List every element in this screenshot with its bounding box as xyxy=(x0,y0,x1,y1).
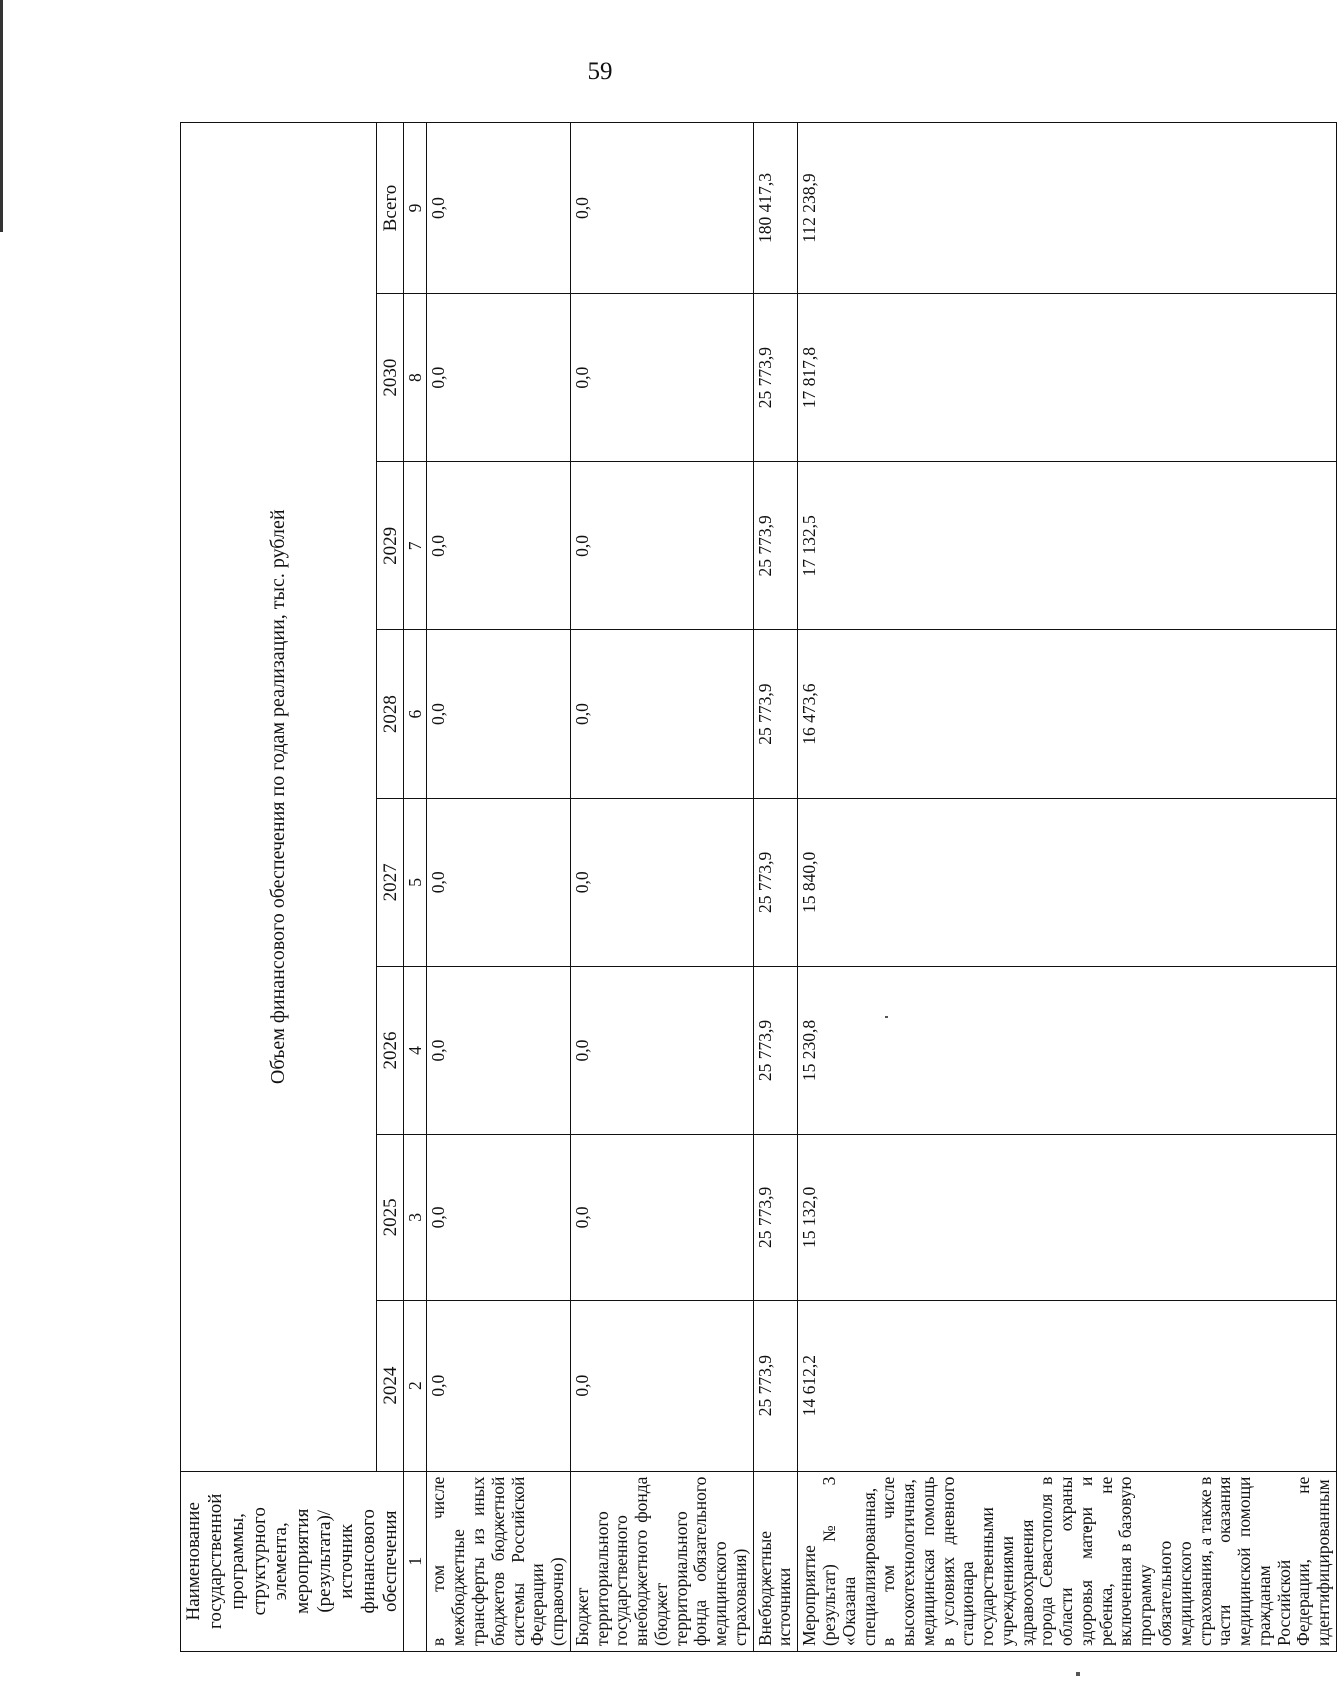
value-cell: 25 773,9 xyxy=(753,1300,798,1471)
value-cell: 0,0 xyxy=(570,123,753,294)
value-cell: 0,0 xyxy=(427,1135,570,1301)
table-row xyxy=(570,123,753,1652)
financing-table xyxy=(180,122,1337,1652)
page-number: 59 xyxy=(587,58,613,85)
value-cell: 0,0 xyxy=(427,294,570,462)
row-name: Мероприятие (результат) № 3 «Оказана специализированная, в том числе высокотехнологичная, медицинская помощь в условиях дневного стационара государственными учреждениями здравоохранения города Севастополя в области охраны здоровья матери и ребенка, не включенная в базовую программу обязательного медицинского страхования, а также в части оказания медицинской помощи гражданам Российской Федерации, не идентифицированным xyxy=(798,1471,1337,1651)
column-number: 9 xyxy=(404,123,427,294)
value-cell: 14 612,2 xyxy=(798,1300,1337,1471)
header-volume-cell: Объем финансового обеспечения по годам реализации, тыс. рублей xyxy=(181,123,377,1472)
value-cell: 16 473,6 xyxy=(798,630,1337,798)
value-cell: 180 417,3 xyxy=(753,123,798,294)
column-number: 1 xyxy=(404,1471,427,1651)
value-cell: 25 773,9 xyxy=(753,462,798,630)
value-cell: 0,0 xyxy=(427,1300,570,1471)
column-number: 6 xyxy=(404,630,427,798)
row-name: Бюджет территориального государственного внебюджетного фонда (бюджет территориального фонда обязательного медицинского страхования) xyxy=(570,1471,753,1651)
year-header: 2024 xyxy=(377,1300,404,1471)
value-cell: 17 132,5 xyxy=(798,462,1337,630)
value-cell: 25 773,9 xyxy=(753,1135,798,1301)
header-name-cell: Наименование государственной программы, структурного элемента, мероприятия (результата)/источник финансового обеспечения xyxy=(181,1471,404,1651)
year-header: 2028 xyxy=(377,630,404,798)
scan-speck xyxy=(1076,1672,1080,1676)
year-header: 2030 xyxy=(377,294,404,462)
value-cell: 0,0 xyxy=(427,966,570,1134)
year-header: Всего xyxy=(377,123,404,294)
value-cell: 15 230,8 xyxy=(798,966,1337,1134)
value-cell: 15 840,0 xyxy=(798,798,1337,966)
year-header: 2026 xyxy=(377,966,404,1134)
table-row xyxy=(798,123,1337,1652)
value-cell: 0,0 xyxy=(570,462,753,630)
row-name: в том числе межбюджетные трансферты из иных бюджетов бюджетной системы Российской Федерации (справочно) xyxy=(427,1471,570,1651)
scan-edge-line xyxy=(0,0,3,232)
value-cell: 0,0 xyxy=(570,798,753,966)
row-name: Внебюджетные источники xyxy=(753,1471,798,1651)
value-cell: 0,0 xyxy=(427,462,570,630)
column-number: 3 xyxy=(404,1135,427,1301)
year-header: 2029 xyxy=(377,462,404,630)
value-cell: 0,0 xyxy=(427,630,570,798)
value-cell: 112 238,9 xyxy=(798,123,1337,294)
value-cell: 17 817,8 xyxy=(798,294,1337,462)
value-cell: 0,0 xyxy=(427,123,570,294)
value-cell: 25 773,9 xyxy=(753,966,798,1134)
table-row xyxy=(753,123,798,1652)
value-cell: 0,0 xyxy=(570,294,753,462)
value-cell: 0,0 xyxy=(570,966,753,1134)
column-number: 5 xyxy=(404,798,427,966)
table-row xyxy=(427,123,570,1652)
value-cell: 0,0 xyxy=(570,630,753,798)
column-number: 7 xyxy=(404,462,427,630)
column-number: 8 xyxy=(404,294,427,462)
value-cell: 0,0 xyxy=(570,1135,753,1301)
value-cell: 0,0 xyxy=(570,1300,753,1471)
column-number: 2 xyxy=(404,1300,427,1471)
value-cell: 0,0 xyxy=(427,798,570,966)
year-header: 2027 xyxy=(377,798,404,966)
value-cell: 25 773,9 xyxy=(753,798,798,966)
rotated-table-wrapper xyxy=(180,122,1334,1652)
year-header: 2025 xyxy=(377,1135,404,1301)
value-cell: 25 773,9 xyxy=(753,630,798,798)
value-cell: 15 132,0 xyxy=(798,1135,1337,1301)
value-cell: 25 773,9 xyxy=(753,294,798,462)
column-number: 4 xyxy=(404,966,427,1134)
